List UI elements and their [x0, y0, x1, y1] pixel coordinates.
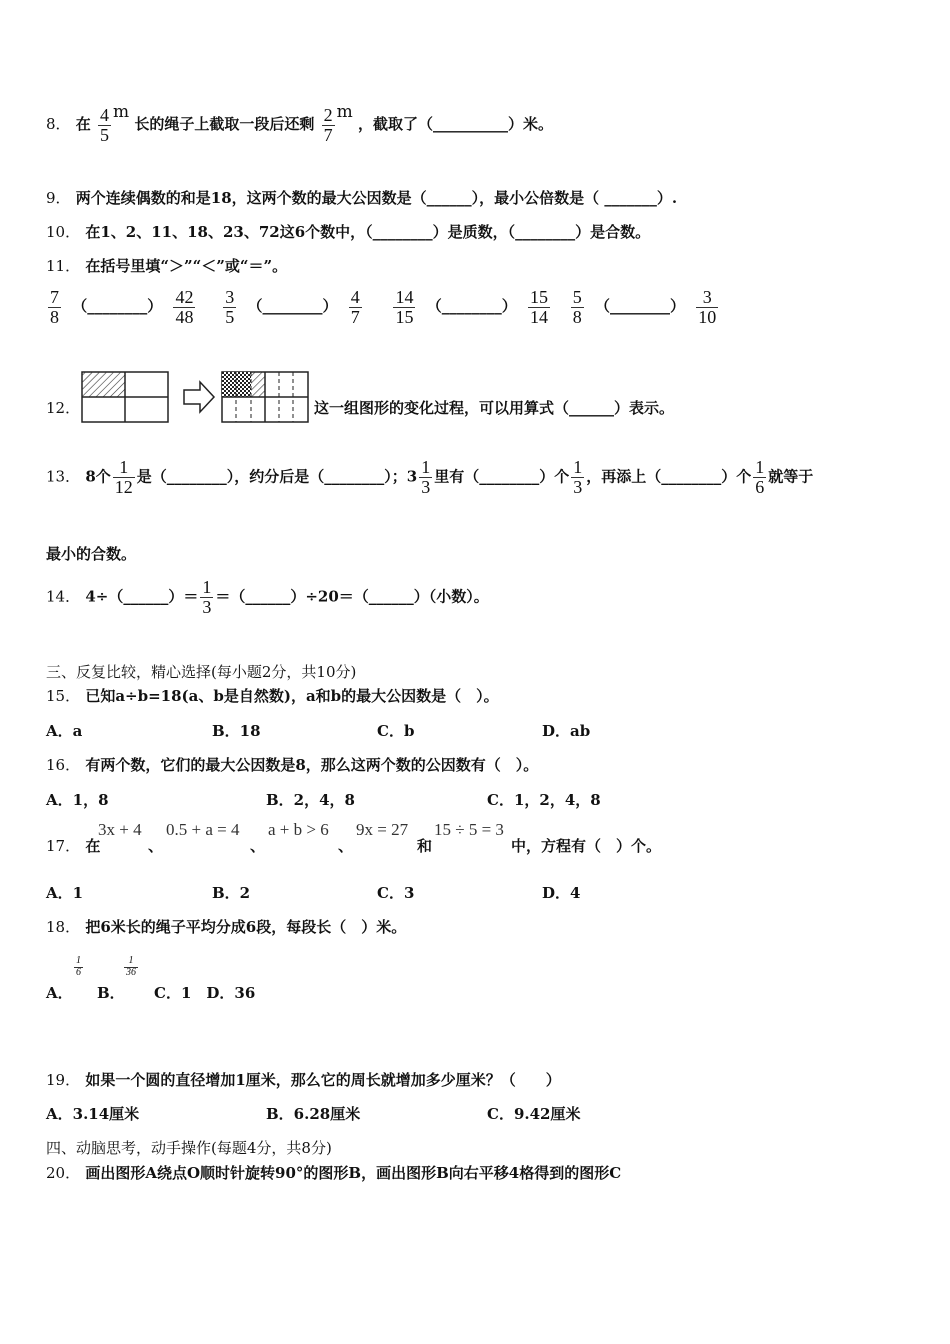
question-number: 11． — [46, 257, 81, 275]
question-number: 14． — [46, 587, 81, 606]
question-number: 17． — [46, 837, 81, 855]
question-text: 长的绳子上截取一段后还剩 — [134, 115, 315, 133]
option-a[interactable]: A． — [46, 984, 73, 1002]
answer-blank[interactable]: （________） — [594, 297, 685, 316]
comparison-row — [46, 288, 729, 327]
question-number: 8． — [46, 115, 71, 133]
section-title: 四、动脑思考，动手操作(每题4分，共8分) — [46, 1139, 332, 1157]
question-12-text — [314, 397, 674, 418]
question-13: 13． 8个 $\frac{1}{12}$ 是（________），约分后是（________）；3 $\frac{1}{3}$ 里有（________）个 $\frac{1}{3}$ ，再添上（________）个 $\frac{1}{6}$ 就等于 — [46, 457, 814, 497]
question-number: 13． — [46, 467, 81, 486]
question-text: 4÷（______）＝ — [85, 587, 199, 606]
option-b-fraction: $\frac{1}{36}$ — [126, 955, 136, 978]
answer-blank[interactable]: （________） — [72, 297, 163, 316]
expression-2: 0.5 + a = 4 — [166, 820, 240, 839]
question-text: 最小的合数。 — [46, 545, 137, 563]
expression-3: a + b > 6 — [268, 820, 329, 839]
question-number: 15． — [46, 687, 81, 705]
option-a[interactable]: A．3.14厘米 — [46, 1105, 140, 1123]
expression-5: 15 ÷ 5 = 3 — [434, 820, 504, 839]
option-b[interactable]: B．2 — [212, 884, 251, 902]
question-10 — [46, 221, 650, 242]
question-number: 16． — [46, 756, 81, 774]
answer-blank[interactable]: ，截取了（__________）米。 — [358, 115, 554, 133]
question-text: 在 — [75, 115, 91, 133]
question-number: 12． — [46, 399, 81, 417]
option-a[interactable]: A．1，8 — [46, 791, 109, 809]
question-text: 两个连续偶数的和是18，这两个数的最大公因数是（______），最小公倍数是（ _______）. — [75, 189, 678, 207]
question-9 — [46, 187, 677, 208]
section-title: 三、反复比较，精心选择(每小题2分，共10分) — [46, 663, 357, 681]
question-text: 里有（________）个 — [434, 467, 570, 486]
option-b[interactable]: B．2，4，8 — [266, 791, 355, 809]
option-b[interactable]: B．18 — [212, 722, 261, 740]
question-text: 在括号里填“＞”“＜”或“＝”。 — [85, 257, 288, 275]
question-18 — [46, 916, 406, 937]
arrow-right-icon — [184, 382, 214, 412]
option-c[interactable]: C．3 — [377, 884, 415, 902]
question-text: 中，方程有（ ）个。 — [511, 837, 662, 855]
fraction-diagram — [80, 370, 312, 426]
options-c-d[interactable]: C．1 D．36 — [154, 984, 256, 1002]
separator: 、 — [338, 837, 354, 855]
question-16 — [46, 754, 538, 775]
option-a[interactable]: A．a — [46, 722, 83, 740]
question-17-number — [46, 835, 100, 856]
question-12-number — [46, 397, 80, 418]
fraction: $\frac{2}{7}$ — [323, 104, 333, 145]
question-text: 在 — [85, 837, 101, 855]
comparison-pair: $\frac{7}{8}$ （________） $\frac{42}{48}$ — [50, 287, 194, 327]
comparison-pair: $\frac{5}{8}$ （________） $\frac{3}{10}$ — [572, 287, 717, 327]
option-a[interactable]: A．1 — [46, 884, 84, 902]
separator: 、 — [148, 837, 164, 855]
question-number: 19． — [46, 1071, 81, 1089]
question-text: 是（________），约分后是（________）；3 — [136, 467, 418, 486]
question-text: 8个 — [85, 467, 111, 486]
separator: 、 — [250, 837, 266, 855]
option-d[interactable]: D．4 — [542, 884, 581, 902]
question-text: 就等于 — [768, 467, 814, 486]
comparison-pair: $\frac{14}{15}$ （________） $\frac{15}{14}$ — [395, 287, 548, 327]
comparison-pair: $\frac{3}{5}$ （________） $\frac{4}{7}$ — [225, 287, 360, 327]
option-d[interactable]: D．ab — [542, 722, 591, 740]
option-b[interactable]: B． — [97, 984, 125, 1002]
question-text: ＝（______）÷20＝（______）（小数）。 — [215, 587, 489, 606]
conjunction: 和 — [417, 837, 433, 855]
question-text: 已知a÷b=18(a、b是自然数)，a和b的最大公因数是（ ）。 — [85, 687, 499, 705]
original-rectangle — [82, 372, 168, 422]
question-15 — [46, 685, 499, 706]
question-text: 有两个数，它们的最大公因数是8，那么这两个数的公因数有（ ）。 — [85, 756, 539, 774]
question-text: 把6米长的绳子平均分成6段，每段长（ ）米。 — [85, 918, 407, 936]
answer-blank[interactable]: （________） — [426, 297, 517, 316]
expression-4: 9x = 27 — [356, 820, 409, 839]
option-c[interactable]: C．9.42厘米 — [487, 1105, 581, 1123]
option-c[interactable]: C．b — [377, 722, 415, 740]
fraction: $\frac{4}{5}$ — [100, 104, 110, 145]
answer-blank[interactable]: （________） — [247, 297, 338, 316]
question-number: 18． — [46, 918, 81, 936]
option-a-fraction: $\frac{1}{6}$ — [76, 955, 81, 978]
unit: m — [113, 102, 130, 122]
question-number: 9． — [46, 189, 71, 207]
option-c[interactable]: C．1，2，4，8 — [487, 791, 601, 809]
question-text: ，再添上（________）个 — [586, 467, 752, 486]
question-text: 画出图形A绕点O顺时针旋转90°的图形B，画出图形B向右平移4格得到的图形C — [85, 1164, 622, 1182]
question-13-continued — [46, 543, 136, 564]
question-19 — [46, 1069, 561, 1090]
question-text: 如果一个圆的直径增加1厘米，那么它的周长就增加多少厘米？（ ） — [85, 1071, 561, 1089]
question-number: 10． — [46, 223, 81, 241]
question-20 — [46, 1162, 621, 1183]
question-text: 这一组图形的变化过程，可以用算式（______）表示。 — [314, 399, 675, 417]
question-number: 20． — [46, 1164, 81, 1182]
question-14: 14． 4÷（______）＝ $\frac{1}{3}$ ＝（______）÷20＝（______）（小数）。 — [46, 577, 489, 617]
unit: m — [336, 102, 353, 122]
expression-1: 3x + 4 — [98, 820, 142, 839]
question-text: 在1、2、11、18、23、72这6个数中，（________）是质数，（________）是合数。 — [85, 223, 651, 241]
result-rectangle — [222, 372, 308, 422]
question-8 — [46, 102, 553, 144]
option-b[interactable]: B．6.28厘米 — [266, 1105, 361, 1123]
question-11 — [46, 255, 287, 276]
